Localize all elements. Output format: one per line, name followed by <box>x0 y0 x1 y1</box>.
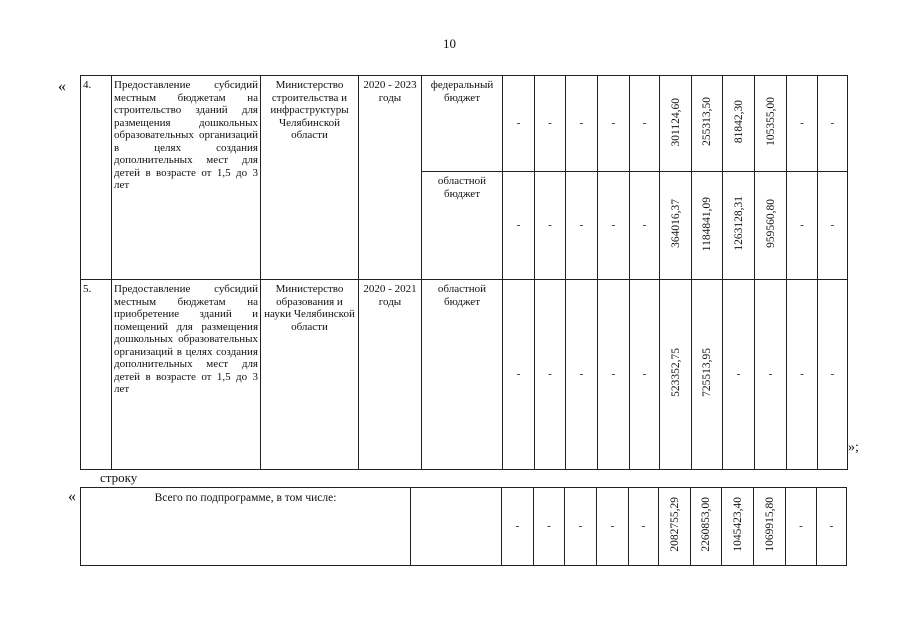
table-row <box>81 280 848 470</box>
dash-cell: - <box>598 280 630 470</box>
dash-cell: - <box>566 76 598 172</box>
dash-cell: - <box>817 488 847 566</box>
dash-cell: - <box>630 76 660 172</box>
separator-text: строку <box>100 470 138 485</box>
amount-cell <box>660 76 692 172</box>
amount-cell <box>755 172 787 280</box>
amount-cell <box>692 172 723 280</box>
dash-cell: - <box>535 76 566 172</box>
measure-description: Предоставление субсидий местным бюджетам на строительство зданий для размещения дошкольных образовательных организаций в целях создания дополнительных мест для детей в возрасте от 1,5 до 3 лет <box>112 76 261 280</box>
dash-cell: - <box>723 280 755 470</box>
dash-cell: - <box>503 172 535 280</box>
amount-cell <box>723 172 755 280</box>
dash-cell: - <box>566 280 598 470</box>
amount-value: 255313,50 <box>701 97 713 147</box>
measure-description: Предоставление субсидий местным бюджетам на приобретение зданий и помещений для размещения дошкольных образовательных организаций в целях создания дополнительных мест для детей в возрасте от 1,5 до 3 лет <box>112 280 261 470</box>
dash-cell: - <box>818 280 848 470</box>
amount-value: 105355,00 <box>764 97 777 147</box>
amount-value: 2260853,00 <box>700 497 712 553</box>
dash-cell: - <box>629 488 659 566</box>
dash-cell: - <box>535 280 566 470</box>
row-number: 4. <box>81 76 112 280</box>
dash-cell: - <box>630 172 660 280</box>
amount-value: 301124,60 <box>669 97 682 146</box>
amount-value: 1069915,80 <box>763 497 776 553</box>
implementation-period: 2020 - 2021 годы <box>359 280 422 470</box>
amount-cell <box>659 488 691 566</box>
amount-value: 1045423,40 <box>731 497 744 553</box>
dash-cell: - <box>630 280 660 470</box>
row-number: 5. <box>81 280 112 470</box>
amount-cell <box>660 172 692 280</box>
amount-value: 2082755,29 <box>668 497 681 553</box>
dash-cell: - <box>787 76 818 172</box>
funding-source: областной бюджет <box>422 280 503 470</box>
amount-value: 959560,80 <box>764 199 777 249</box>
implementation-period: 2020 - 2023 годы <box>359 76 422 280</box>
amount-cell <box>691 488 722 566</box>
dash-cell: - <box>598 172 630 280</box>
funding-source: областной бюджет <box>422 172 503 280</box>
dash-cell: - <box>566 172 598 280</box>
table-row <box>81 76 848 172</box>
dash-cell: - <box>787 280 818 470</box>
dash-cell: - <box>502 488 534 566</box>
dash-cell: - <box>503 280 535 470</box>
dash-cell: - <box>534 488 565 566</box>
dash-cell: - <box>818 172 848 280</box>
dash-cell: - <box>598 76 630 172</box>
dash-cell: - <box>535 172 566 280</box>
amount-cell <box>723 76 755 172</box>
amount-cell <box>755 76 787 172</box>
responsible-executor: Министерство строительства и инфраструктуры Челябинской области <box>261 76 359 280</box>
dash-cell: - <box>503 76 535 172</box>
dash-cell: - <box>787 172 818 280</box>
dash-cell: - <box>818 76 848 172</box>
amount-cell <box>722 488 754 566</box>
amount-cell <box>660 280 692 470</box>
amount-value: 1184841,09 <box>701 196 713 251</box>
amount-value: 81842,30 <box>732 100 745 144</box>
amount-value: 1263128,31 <box>732 196 745 252</box>
dash-cell: - <box>786 488 817 566</box>
table-row <box>81 488 847 566</box>
empty-cell <box>411 488 502 566</box>
close-quote: »; <box>848 440 859 455</box>
open-quote-total: « <box>68 488 76 505</box>
amount-value: 364016,37 <box>669 199 682 249</box>
subsidy-table <box>80 75 848 470</box>
amount-cell <box>692 280 723 470</box>
dash-cell: - <box>565 488 597 566</box>
responsible-executor: Министерство образования и науки Челябинской области <box>261 280 359 470</box>
amount-value: 725513,95 <box>701 348 713 398</box>
amount-cell <box>692 76 723 172</box>
funding-source: федеральный бюджет <box>422 76 503 172</box>
open-quote: « <box>58 78 66 95</box>
page-number: 10 <box>443 36 456 51</box>
total-label: Всего по подпрограмме, в том числе: <box>81 488 411 566</box>
amount-cell <box>754 488 786 566</box>
amount-value: 523352,75 <box>669 348 682 398</box>
dash-cell: - <box>755 280 787 470</box>
total-table <box>80 487 847 566</box>
dash-cell: - <box>597 488 629 566</box>
